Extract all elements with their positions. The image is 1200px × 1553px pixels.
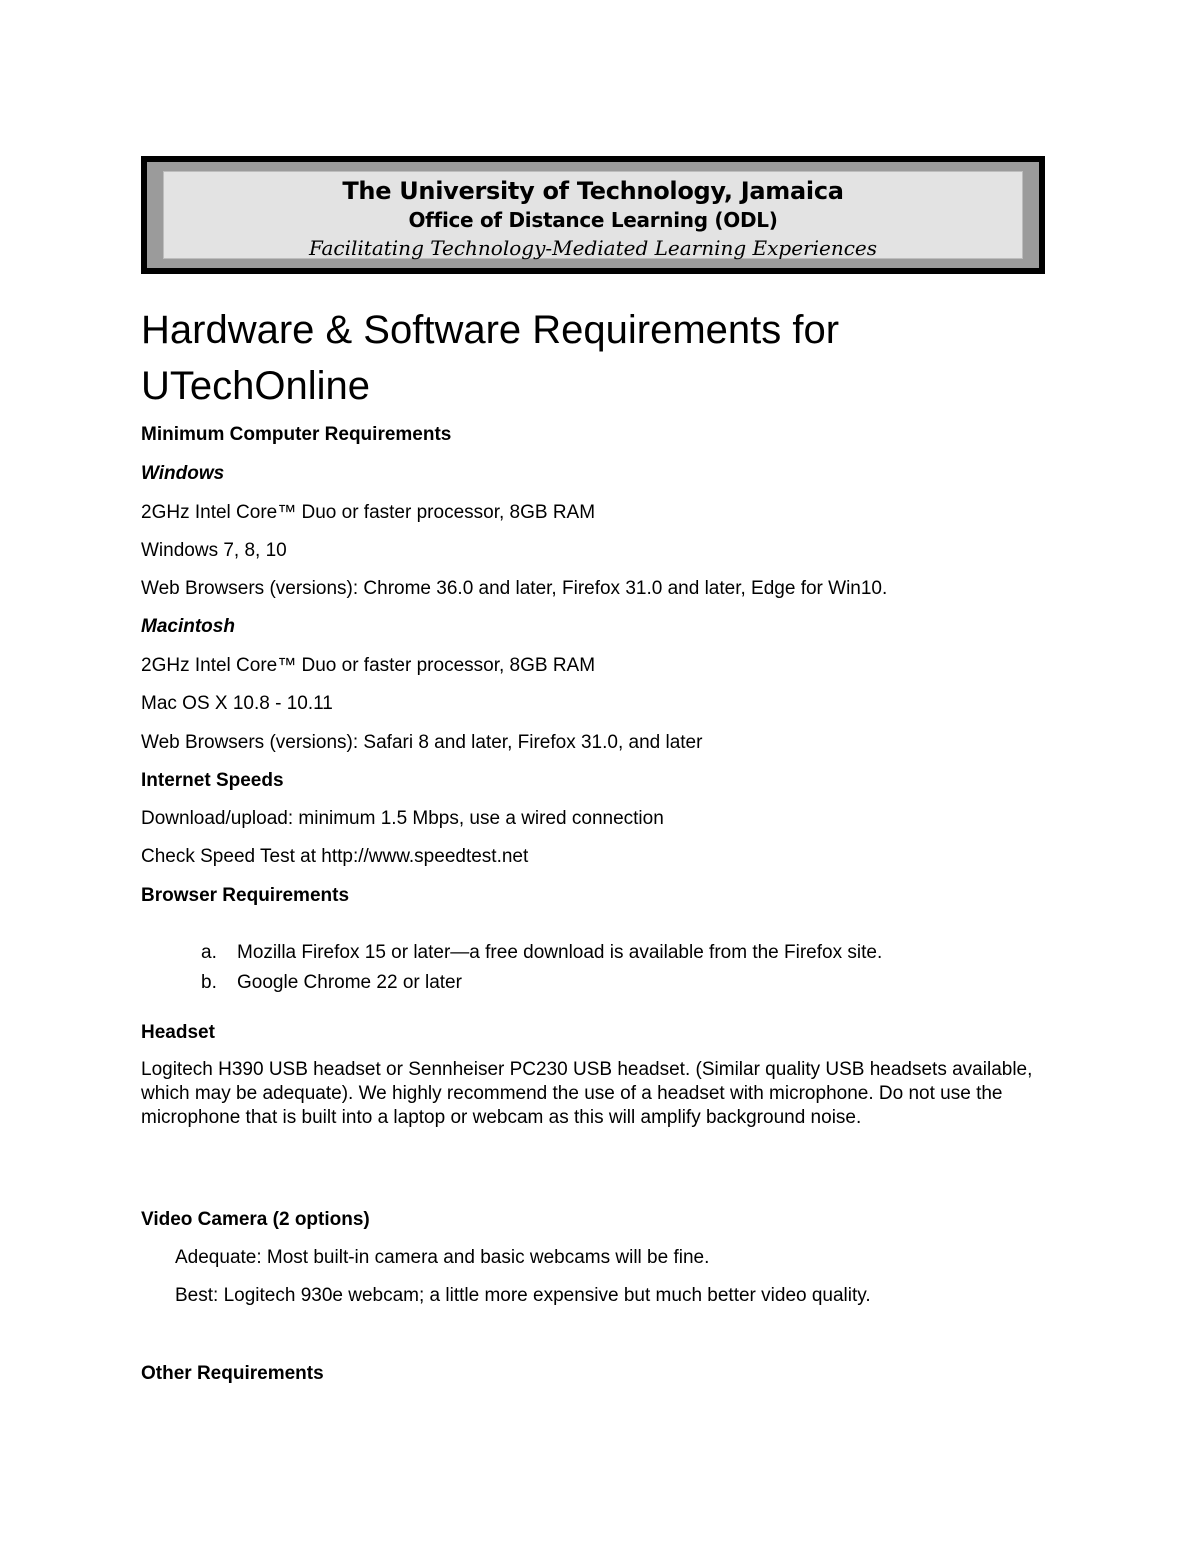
mac-browsers: Web Browsers (versions): Safari 8 and later, Firefox 31.0, and later — [141, 732, 703, 753]
camera-adequate: Adequate: Most built-in camera and basic webcams will be fine. — [175, 1247, 710, 1268]
windows-browsers: Web Browsers (versions): Chrome 36.0 and later, Firefox 31.0 and later, Edge for Win10. — [141, 578, 888, 599]
macintosh-heading: Macintosh — [141, 616, 235, 637]
office-name: Office of Distance Learning (ODL) — [408, 208, 778, 232]
banner-tagline: Facilitating Technology-Mediated Learning Experiences — [308, 236, 878, 260]
internet-speeds-heading: Internet Speeds — [141, 770, 284, 791]
camera-best: Best: Logitech 930e webcam; a little more expensive but much better video quality. — [175, 1285, 871, 1306]
speed-test-link: Check Speed Test at http://www.speedtest.net — [141, 846, 529, 867]
page-title: Hardware & Software Requirements for UTechOnline — [141, 308, 840, 408]
headset-paragraph: Logitech H390 USB headset or Sennheiser PC230 USB headset. (Similar quality USB headsets available, which may be adequate). We highly recommend the use of a headset with microphone. Do not use the microphone that is built into a laptop or webcam as this will amplify background noise. — [141, 1059, 1033, 1128]
list-marker: a. — [201, 942, 217, 963]
mac-processor: 2GHz Intel Core™ Duo or faster processor, 8GB RAM — [141, 655, 596, 676]
list-item — [0, 971, 1200, 995]
min-requirements-heading: Minimum Computer Requirements — [141, 424, 452, 445]
other-requirements-heading: Other Requirements — [141, 1363, 324, 1384]
institution-banner — [141, 156, 1045, 274]
list-item — [0, 941, 1200, 965]
banner-panel — [163, 171, 1023, 259]
university-name: The University of Technology, Jamaica — [342, 177, 844, 205]
mac-os: Mac OS X 10.8 - 10.11 — [141, 693, 333, 714]
windows-os: Windows 7, 8, 10 — [141, 540, 287, 561]
browser-chrome: Google Chrome 22 or later — [237, 972, 462, 993]
windows-heading: Windows — [141, 463, 225, 484]
internet-speed-requirement: Download/upload: minimum 1.5 Mbps, use a wired connection — [141, 808, 664, 829]
windows-processor: 2GHz Intel Core™ Duo or faster processor, 8GB RAM — [141, 502, 596, 523]
list-marker: b. — [201, 972, 217, 993]
browser-firefox: Mozilla Firefox 15 or later—a free download is available from the Firefox site. — [237, 942, 883, 963]
video-camera-heading: Video Camera (2 options) — [141, 1209, 370, 1230]
headset-heading: Headset — [141, 1022, 215, 1043]
browser-requirements-heading: Browser Requirements — [141, 885, 350, 906]
